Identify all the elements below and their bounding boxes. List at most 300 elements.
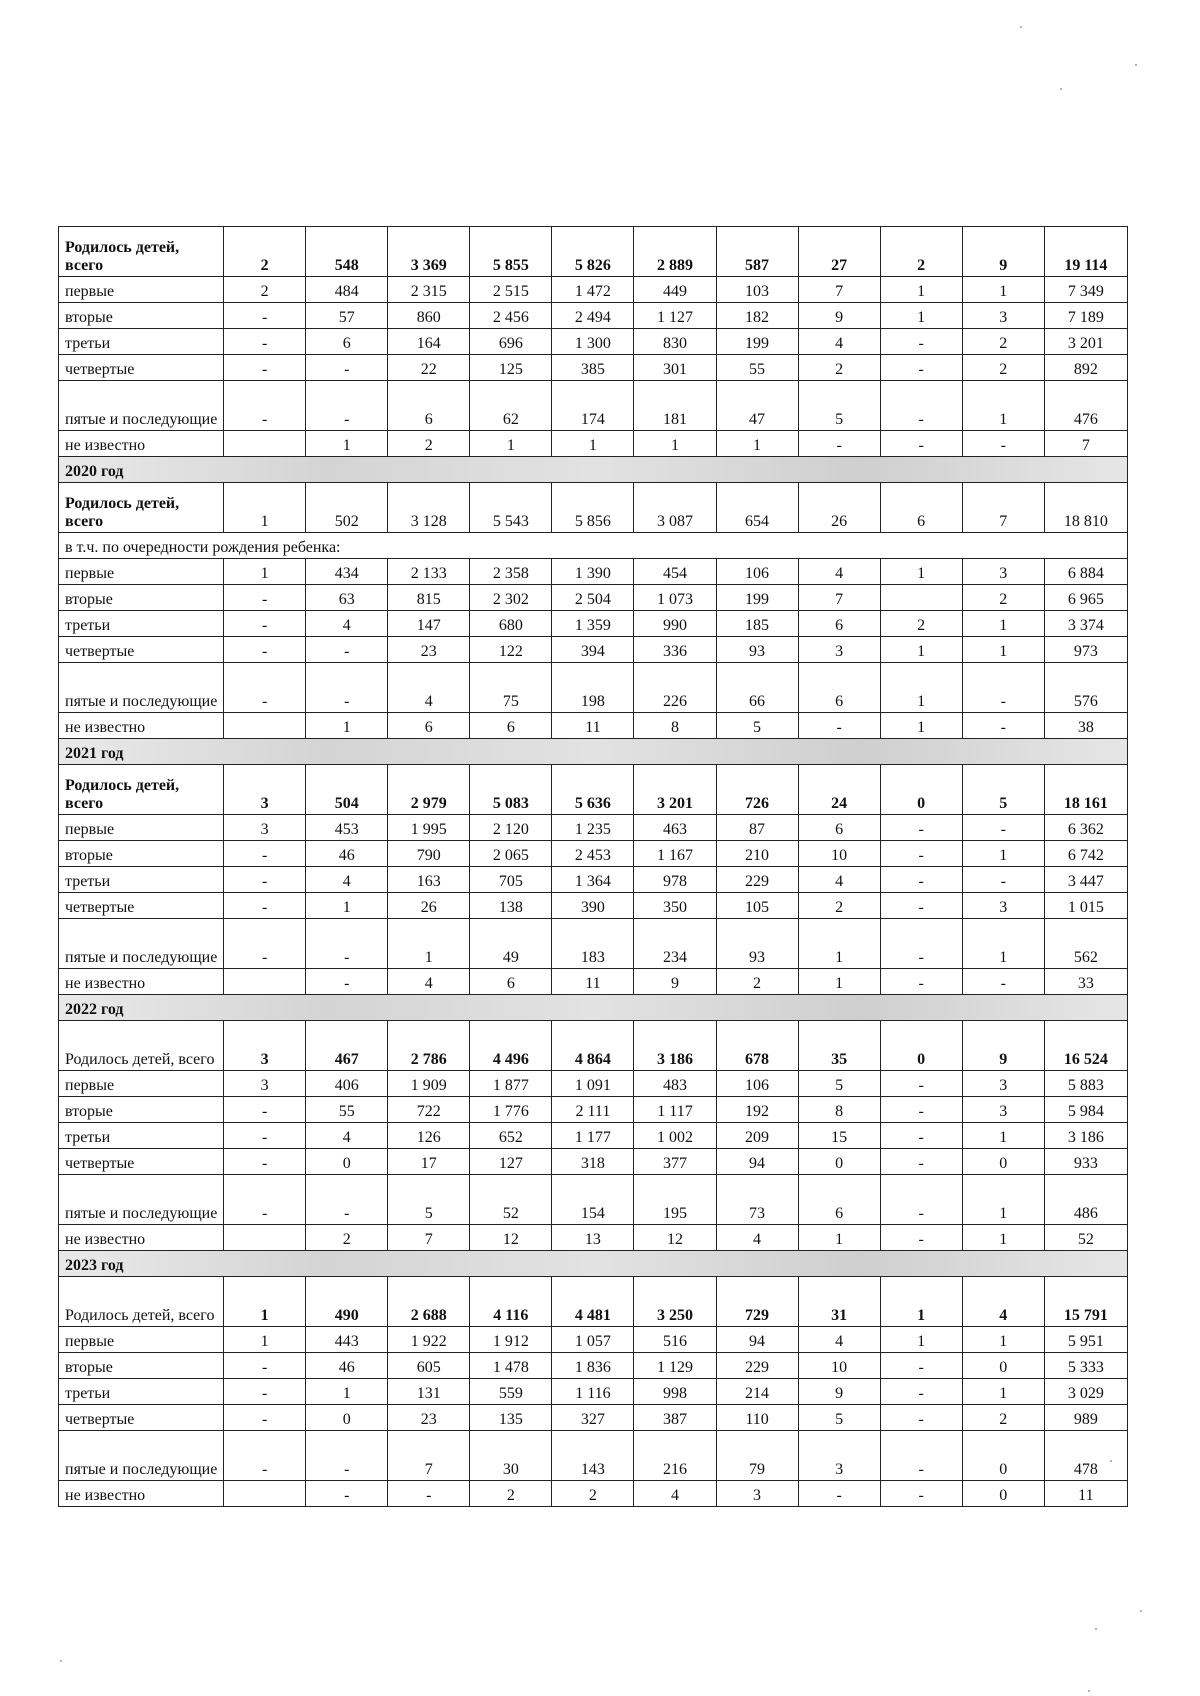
- table-cell: -: [880, 919, 962, 969]
- table-cell: 562: [1044, 919, 1127, 969]
- table-cell: 654: [716, 483, 798, 533]
- table-cell: -: [962, 815, 1044, 841]
- table-cell: 199: [716, 329, 798, 355]
- table-cell: 1 472: [552, 277, 634, 303]
- table-cell: 587: [716, 227, 798, 277]
- table-cell: 998: [634, 1379, 716, 1405]
- table-cell: 5: [798, 1405, 880, 1431]
- table-cell: 2: [798, 893, 880, 919]
- table-cell: -: [224, 355, 306, 381]
- table-cell: 10: [798, 1353, 880, 1379]
- table-cell: 1: [388, 919, 470, 969]
- table-cell: 7: [388, 1225, 470, 1251]
- table-cell: 2: [880, 611, 962, 637]
- table-cell: 143: [552, 1431, 634, 1481]
- table-cell: 63: [306, 585, 388, 611]
- table-cell: 696: [470, 329, 552, 355]
- table-row: [59, 1379, 1128, 1405]
- year-label: 2022 год: [59, 995, 1128, 1021]
- table-cell: 476: [1044, 381, 1127, 431]
- table-cell: 195: [634, 1175, 716, 1225]
- table-cell: 1: [962, 1225, 1044, 1251]
- table-row: [59, 663, 1128, 713]
- table-row: [59, 585, 1128, 611]
- table-row: [59, 1405, 1128, 1431]
- table-cell: -: [880, 1097, 962, 1123]
- table-cell: 3: [224, 765, 306, 815]
- table-cell: 2 315: [388, 277, 470, 303]
- table-cell: 2 456: [470, 303, 552, 329]
- table-cell: 6: [798, 1175, 880, 1225]
- table-cell: 726: [716, 765, 798, 815]
- table-cell: 3 186: [1044, 1123, 1127, 1149]
- table-cell: -: [880, 1405, 962, 1431]
- table-cell: 989: [1044, 1405, 1127, 1431]
- table-cell: 3: [798, 1431, 880, 1481]
- births-by-order-table: [58, 226, 1128, 1507]
- table-cell: 52: [1044, 1225, 1127, 1251]
- table-cell: 93: [716, 637, 798, 663]
- table-cell: 3: [962, 1071, 1044, 1097]
- table-cell: 678: [716, 1021, 798, 1071]
- table-cell: [224, 1481, 306, 1507]
- table-cell: 15: [798, 1123, 880, 1149]
- scan-speck: [1095, 1628, 1097, 1630]
- row-label: третьи: [59, 867, 224, 893]
- table-row: [59, 841, 1128, 867]
- table-cell: 1: [306, 431, 388, 457]
- table-cell: 2 120: [470, 815, 552, 841]
- table-cell: 705: [470, 867, 552, 893]
- table-cell: 1 167: [634, 841, 716, 867]
- table-cell: 1 478: [470, 1353, 552, 1379]
- table-cell: 30: [470, 1431, 552, 1481]
- table-cell: 3: [962, 1097, 1044, 1123]
- table-cell: 154: [552, 1175, 634, 1225]
- table-cell: 1 127: [634, 303, 716, 329]
- table-cell: -: [880, 1149, 962, 1175]
- table-cell: 1: [880, 559, 962, 585]
- table-cell: 973: [1044, 637, 1127, 663]
- table-cell: 1: [962, 1175, 1044, 1225]
- table-cell: 1: [880, 713, 962, 739]
- table-cell: -: [962, 713, 1044, 739]
- table-cell: 1: [962, 919, 1044, 969]
- table-row: [59, 381, 1128, 431]
- table-cell: 6: [388, 713, 470, 739]
- scan-speck: [1135, 64, 1137, 66]
- row-label: первые: [59, 815, 224, 841]
- row-label: пятые и последующие: [59, 919, 224, 969]
- table-cell: 5: [798, 1071, 880, 1097]
- table-cell: 9: [634, 969, 716, 995]
- row-label: пятые и последующие: [59, 381, 224, 431]
- table-cell: -: [224, 663, 306, 713]
- table-cell: 192: [716, 1097, 798, 1123]
- table-cell: -: [224, 919, 306, 969]
- table-cell: 10: [798, 841, 880, 867]
- table-cell: 3 201: [1044, 329, 1127, 355]
- table-cell: 1: [962, 1123, 1044, 1149]
- table-cell: 390: [552, 893, 634, 919]
- table-cell: 33: [1044, 969, 1127, 995]
- table-cell: 4: [798, 329, 880, 355]
- table-cell: 1 177: [552, 1123, 634, 1149]
- table-cell: 163: [388, 867, 470, 893]
- table-cell: 652: [470, 1123, 552, 1149]
- table-cell: 3 128: [388, 483, 470, 533]
- table-row: [59, 969, 1128, 995]
- table-cell: 3 447: [1044, 867, 1127, 893]
- table-cell: -: [962, 663, 1044, 713]
- table-cell: 2: [962, 585, 1044, 611]
- table-cell: 559: [470, 1379, 552, 1405]
- table-cell: 2: [224, 277, 306, 303]
- scan-speck: [1088, 1690, 1090, 1692]
- table-cell: 1: [306, 713, 388, 739]
- table-cell: 990: [634, 611, 716, 637]
- table-cell: 4: [388, 663, 470, 713]
- table-cell: 3 250: [634, 1277, 716, 1327]
- table-cell: -: [224, 329, 306, 355]
- table-cell: 6: [798, 611, 880, 637]
- table-cell: 73: [716, 1175, 798, 1225]
- table-cell: 185: [716, 611, 798, 637]
- note-text: в т.ч. по очередности рождения ребенка:: [59, 533, 1128, 559]
- table-cell: 2 504: [552, 585, 634, 611]
- table-cell: -: [880, 1123, 962, 1149]
- year-header-row: [59, 1251, 1128, 1277]
- table-cell: 9: [962, 1021, 1044, 1071]
- table-cell: 722: [388, 1097, 470, 1123]
- table-cell: 1 002: [634, 1123, 716, 1149]
- table-cell: 135: [470, 1405, 552, 1431]
- table-cell: 4: [798, 867, 880, 893]
- table-cell: 7: [388, 1431, 470, 1481]
- table-cell: 6: [470, 713, 552, 739]
- table-cell: 66: [716, 663, 798, 713]
- table-cell: 2 979: [388, 765, 470, 815]
- table-cell: 7: [1044, 431, 1127, 457]
- table-cell: 5 083: [470, 765, 552, 815]
- table-cell: 1: [224, 559, 306, 585]
- table-cell: 516: [634, 1327, 716, 1353]
- table-cell: 106: [716, 1071, 798, 1097]
- table-cell: -: [224, 893, 306, 919]
- table-cell: [880, 585, 962, 611]
- table-cell: 860: [388, 303, 470, 329]
- table-cell: 234: [634, 919, 716, 969]
- table-cell: 2 358: [470, 559, 552, 585]
- table-cell: 2 111: [552, 1097, 634, 1123]
- table-cell: -: [224, 637, 306, 663]
- table-cell: 1 836: [552, 1353, 634, 1379]
- table-cell: -: [224, 1097, 306, 1123]
- row-label: первые: [59, 559, 224, 585]
- table-row: [59, 1175, 1128, 1225]
- table-cell: 9: [798, 303, 880, 329]
- table-row: [59, 355, 1128, 381]
- table-cell: -: [306, 919, 388, 969]
- row-label: четвертые: [59, 893, 224, 919]
- table-cell: 52: [470, 1175, 552, 1225]
- row-label: третьи: [59, 1379, 224, 1405]
- table-cell: 3: [224, 1071, 306, 1097]
- table-cell: 214: [716, 1379, 798, 1405]
- year-label: 2020 год: [59, 457, 1128, 483]
- table-cell: 1: [306, 893, 388, 919]
- total-row: [59, 1277, 1128, 1327]
- table-cell: 1 359: [552, 611, 634, 637]
- table-cell: 3: [716, 1481, 798, 1507]
- table-cell: 5: [388, 1175, 470, 1225]
- table-cell: 4: [716, 1225, 798, 1251]
- table-cell: 0: [880, 765, 962, 815]
- table-cell: 0: [880, 1021, 962, 1071]
- table-cell: 1: [880, 1277, 962, 1327]
- table-cell: 576: [1044, 663, 1127, 713]
- table-cell: 4: [634, 1481, 716, 1507]
- table-cell: 5 636: [552, 765, 634, 815]
- table-cell: 5 855: [470, 227, 552, 277]
- table-cell: 2 786: [388, 1021, 470, 1071]
- table-cell: -: [962, 431, 1044, 457]
- table-cell: 1 300: [552, 329, 634, 355]
- table-cell: 198: [552, 663, 634, 713]
- table-cell: [224, 431, 306, 457]
- table-cell: 6 884: [1044, 559, 1127, 585]
- table-cell: 2: [798, 355, 880, 381]
- table-row: [59, 1481, 1128, 1507]
- table-cell: 4: [962, 1277, 1044, 1327]
- table-cell: -: [224, 1379, 306, 1405]
- total-row: [59, 483, 1128, 533]
- table-cell: -: [880, 1481, 962, 1507]
- table-cell: 0: [962, 1481, 1044, 1507]
- table-cell: 19 114: [1044, 227, 1127, 277]
- table-cell: 11: [552, 969, 634, 995]
- table-cell: 1: [306, 1379, 388, 1405]
- table-cell: 3 369: [388, 227, 470, 277]
- table-cell: 16 524: [1044, 1021, 1127, 1071]
- table-cell: 729: [716, 1277, 798, 1327]
- table-cell: -: [306, 1175, 388, 1225]
- row-label: четвертые: [59, 1149, 224, 1175]
- table-row: [59, 1123, 1128, 1149]
- note-row: [59, 533, 1128, 559]
- table-cell: 1 235: [552, 815, 634, 841]
- table-cell: -: [388, 1481, 470, 1507]
- table-cell: 449: [634, 277, 716, 303]
- table-cell: 1 117: [634, 1097, 716, 1123]
- row-label: пятые и последующие: [59, 663, 224, 713]
- table-cell: 105: [716, 893, 798, 919]
- table-cell: 13: [552, 1225, 634, 1251]
- table-cell: 46: [306, 1353, 388, 1379]
- table-cell: 1: [962, 637, 1044, 663]
- table-cell: 2: [388, 431, 470, 457]
- table-cell: 229: [716, 1353, 798, 1379]
- table-cell: 2: [552, 1481, 634, 1507]
- table-cell: 5 951: [1044, 1327, 1127, 1353]
- table-cell: 0: [962, 1431, 1044, 1481]
- table-cell: 815: [388, 585, 470, 611]
- table-cell: -: [306, 663, 388, 713]
- table-cell: 11: [1044, 1481, 1127, 1507]
- table-cell: 23: [388, 1405, 470, 1431]
- table-row: [59, 1149, 1128, 1175]
- table-cell: [224, 713, 306, 739]
- table-cell: 93: [716, 919, 798, 969]
- table-cell: -: [880, 1431, 962, 1481]
- table-cell: 1 091: [552, 1071, 634, 1097]
- table-cell: 5 826: [552, 227, 634, 277]
- table-cell: 318: [552, 1149, 634, 1175]
- table-cell: 6: [470, 969, 552, 995]
- table-cell: 1: [880, 277, 962, 303]
- row-label: Родилось детей, всего: [59, 1021, 224, 1071]
- row-label: третьи: [59, 611, 224, 637]
- table-cell: -: [224, 841, 306, 867]
- table-cell: 5 856: [552, 483, 634, 533]
- table-cell: 385: [552, 355, 634, 381]
- table-cell: -: [224, 1123, 306, 1149]
- table-cell: -: [224, 611, 306, 637]
- table-cell: [224, 1225, 306, 1251]
- table-cell: -: [306, 1431, 388, 1481]
- row-label: Родилось детей, всего: [59, 765, 224, 815]
- table-cell: 478: [1044, 1431, 1127, 1481]
- table-cell: 2 889: [634, 227, 716, 277]
- table-cell: 6: [798, 663, 880, 713]
- row-label: вторые: [59, 841, 224, 867]
- scan-speck: [1110, 1460, 1112, 1462]
- table-cell: -: [224, 381, 306, 431]
- table-row: [59, 611, 1128, 637]
- table-cell: 110: [716, 1405, 798, 1431]
- table-cell: 1: [962, 841, 1044, 867]
- year-header-row: [59, 995, 1128, 1021]
- table-row: [59, 431, 1128, 457]
- table-cell: 377: [634, 1149, 716, 1175]
- table-row: [59, 1225, 1128, 1251]
- row-label: первые: [59, 277, 224, 303]
- table-cell: 548: [306, 227, 388, 277]
- table-cell: 23: [388, 637, 470, 663]
- table-cell: 2: [470, 1481, 552, 1507]
- table-cell: -: [224, 303, 306, 329]
- table-cell: 38: [1044, 713, 1127, 739]
- table-cell: 216: [634, 1431, 716, 1481]
- table-cell: 1 995: [388, 815, 470, 841]
- table-cell: 5: [962, 765, 1044, 815]
- table-cell: 1: [798, 919, 880, 969]
- table-cell: -: [224, 1431, 306, 1481]
- table-cell: 3 186: [634, 1021, 716, 1071]
- table-cell: 1 116: [552, 1379, 634, 1405]
- table-cell: 2: [962, 329, 1044, 355]
- row-label: Родилось детей, всего: [59, 1277, 224, 1327]
- table-cell: -: [306, 637, 388, 663]
- table-cell: 15 791: [1044, 1277, 1127, 1327]
- row-label: третьи: [59, 329, 224, 355]
- table-cell: 3: [962, 559, 1044, 585]
- table-cell: 1: [962, 1379, 1044, 1405]
- table-cell: 11: [552, 713, 634, 739]
- table-cell: -: [224, 1149, 306, 1175]
- row-label: вторые: [59, 1353, 224, 1379]
- table-cell: 3: [224, 815, 306, 841]
- table-cell: -: [224, 867, 306, 893]
- table-row: [59, 637, 1128, 663]
- table-cell: 1: [880, 303, 962, 329]
- table-cell: 1: [880, 637, 962, 663]
- table-cell: 18 810: [1044, 483, 1127, 533]
- table-cell: 301: [634, 355, 716, 381]
- table-cell: 453: [306, 815, 388, 841]
- table-cell: 4: [798, 559, 880, 585]
- table-cell: 6: [388, 381, 470, 431]
- table-cell: 181: [634, 381, 716, 431]
- table-cell: 434: [306, 559, 388, 585]
- table-cell: 1 877: [470, 1071, 552, 1097]
- table-cell: 6 742: [1044, 841, 1127, 867]
- table-cell: 2: [716, 969, 798, 995]
- total-row: [59, 1021, 1128, 1071]
- table-cell: 0: [962, 1149, 1044, 1175]
- table-cell: 1: [798, 1225, 880, 1251]
- table-cell: 18 161: [1044, 765, 1127, 815]
- table-cell: 4: [306, 867, 388, 893]
- table-cell: 5 984: [1044, 1097, 1127, 1123]
- table-row: [59, 713, 1128, 739]
- table-cell: 1: [962, 1327, 1044, 1353]
- table-cell: 94: [716, 1149, 798, 1175]
- table-cell: 1 390: [552, 559, 634, 585]
- table-cell: 7: [962, 483, 1044, 533]
- row-label: Родилось детей, всего: [59, 227, 224, 277]
- row-label: первые: [59, 1071, 224, 1097]
- table-row: [59, 867, 1128, 893]
- table-cell: 3: [962, 303, 1044, 329]
- table-cell: 387: [634, 1405, 716, 1431]
- table-cell: -: [224, 1353, 306, 1379]
- table-cell: 199: [716, 585, 798, 611]
- table-cell: 5 883: [1044, 1071, 1127, 1097]
- table-cell: -: [224, 585, 306, 611]
- scan-speck: [60, 1660, 62, 1662]
- table-cell: 2 494: [552, 303, 634, 329]
- table-cell: 147: [388, 611, 470, 637]
- table-cell: 978: [634, 867, 716, 893]
- table-cell: 486: [1044, 1175, 1127, 1225]
- table-cell: 4 864: [552, 1021, 634, 1071]
- table-body: [59, 227, 1128, 1507]
- table-cell: 26: [388, 893, 470, 919]
- table-cell: 0: [306, 1149, 388, 1175]
- table-cell: 5 543: [470, 483, 552, 533]
- table-cell: 1 922: [388, 1327, 470, 1353]
- table-cell: 680: [470, 611, 552, 637]
- table-cell: 3 374: [1044, 611, 1127, 637]
- table-cell: 6: [306, 329, 388, 355]
- row-label: четвертые: [59, 637, 224, 663]
- table-cell: 5 333: [1044, 1353, 1127, 1379]
- table-cell: 1 073: [634, 585, 716, 611]
- table-cell: 1: [798, 969, 880, 995]
- table-cell: 350: [634, 893, 716, 919]
- table-cell: 55: [716, 355, 798, 381]
